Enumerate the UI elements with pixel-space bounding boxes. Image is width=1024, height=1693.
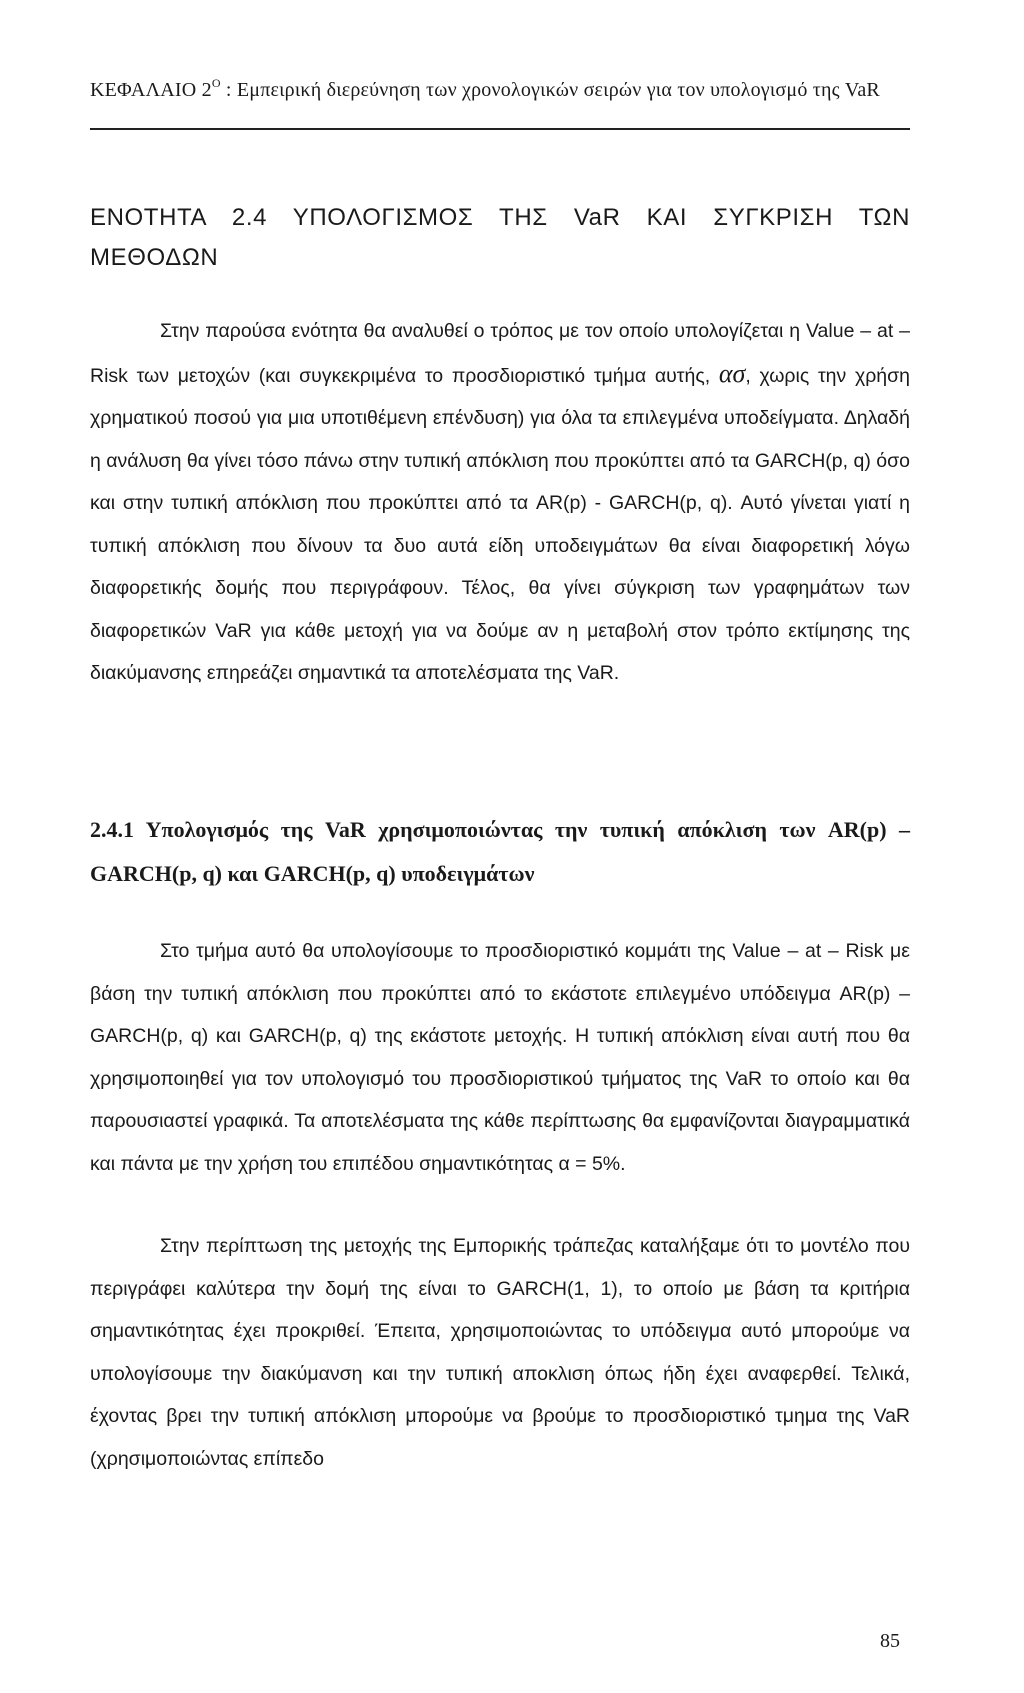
- section-intro-paragraph: [90, 310, 910, 695]
- page-number: 85: [880, 1630, 900, 1652]
- subsection-title: 2.4.1 Υπολογισμός της VaR χρησιμοποιώντας την τυπική απόκλιση των AR(p) – GARCH(p, q) και GARCH(p, q) υποδειγμάτων: [90, 817, 910, 886]
- intro-text-part1: Στην παρούσα ενότητα θα αναλυθεί ο τρόπος με τον οποίο υπολογίζεται η Value – at – Risk των μετοχών (και συγκεκριμένα το προσδιοριστικό τμήμα αυτής,: [90, 320, 910, 387]
- chapter-superscript: Ο: [211, 76, 221, 90]
- intro-text-part2: , χωρις την χρήση χρηματικού ποσού για μια υποτιθέμενη επένδυση) για όλα τα επιλεγμένα υποδείγματα. Δηλαδή η ανάλυση θα γίνει τόσο πάνω στην τυπική απόκλιση που προκύπτει από τα GARCH(p, q) όσο και στην τυπική απόκλιση που προκύπτει από τα AR(p) - GARCH(p, q). Αυτό γίνεται γιατί η τυπική απόκλιση που δίνουν τα δυο αυτά είδη υποδειγμάτων θα είναι διαφορετική λόγω διαφορετικής δομής που περιγράφουν. Τέλος, θα γίνει σύγκριση των γραφημάτων των διαφορετικών VaR για κάθε μετοχή για να δούμε αν η μεταβολή στον τρόπο εκτίμησης της διακύμανσης επηρεάζει σημαντικά τα αποτελέσματα της VaR.: [90, 364, 911, 684]
- chapter-prefix: ΚΕΦΑΛΑΙΟ 2: [90, 79, 212, 101]
- subsection-paragraph-1: Στο τμήμα αυτό θα υπολογίσουμε το προσδιοριστικό κομμάτι της Value – at – Risk με βάση την τυπική απόκλιση που προκύπτει από το εκάστοτε επιλεγμένο υπόδειγμα AR(p) – GARCH(p, q) και GARCH(p, q) της εκάστοτε μετοχής. Η τυπική απόκλιση είναι αυτή που θα χρησιμοποιηθεί για τον υπολογισμό του προσδιοριστικού τμήματος της VaR το οποίο και θα παρουσιαστεί γραφικά. Τα αποτελέσματα της κάθε περίπτωσης θα εμφανίζονται διαγραμματικά και πάντα με την χρήση του επιπέδου σημαντικότητας α = 5%.: [90, 940, 910, 1175]
- running-header: [90, 76, 910, 102]
- alpha-sigma-symbol: ασ: [718, 358, 746, 388]
- section-title: ΕΝΟΤΗΤΑ 2.4 ΥΠΟΛΟΓΙΣΜΟΣ ΤΗΣ VaR ΚΑΙ ΣΥΓΚΡΙΣΗ ΤΩΝ ΜΕΘΟΔΩΝ: [90, 204, 910, 271]
- header-divider: [90, 128, 910, 130]
- chapter-title: : Εμπειρική διερεύνηση των χρονολογικών σειρών για τον υπολογισμό της VaR: [220, 79, 880, 101]
- subsection-paragraph-2: Στην περίπτωση της μετοχής της Εμπορικής τράπεζας καταλήξαμε ότι το μοντέλο που περιγράφει καλύτερα την δομή της είναι το GARCH(1, 1), το οποίο με βάση τα κριτήρια σημαντικότητας έχει προκριθεί. Έπειτα, χρησιμοποιώντας το υπόδειγμα αυτό μπορούμε να υπολογίσουμε την διακύμανση και την τυπική αποκλιση όπως ήδη έχει αναφερθεί. Τελικά, έχοντας βρει την τυπική απόκλιση μπορούμε να βρούμε το προσδιοριστικό τμημα της VaR (χρησιμοποιώντας επίπεδο: [90, 1235, 910, 1470]
